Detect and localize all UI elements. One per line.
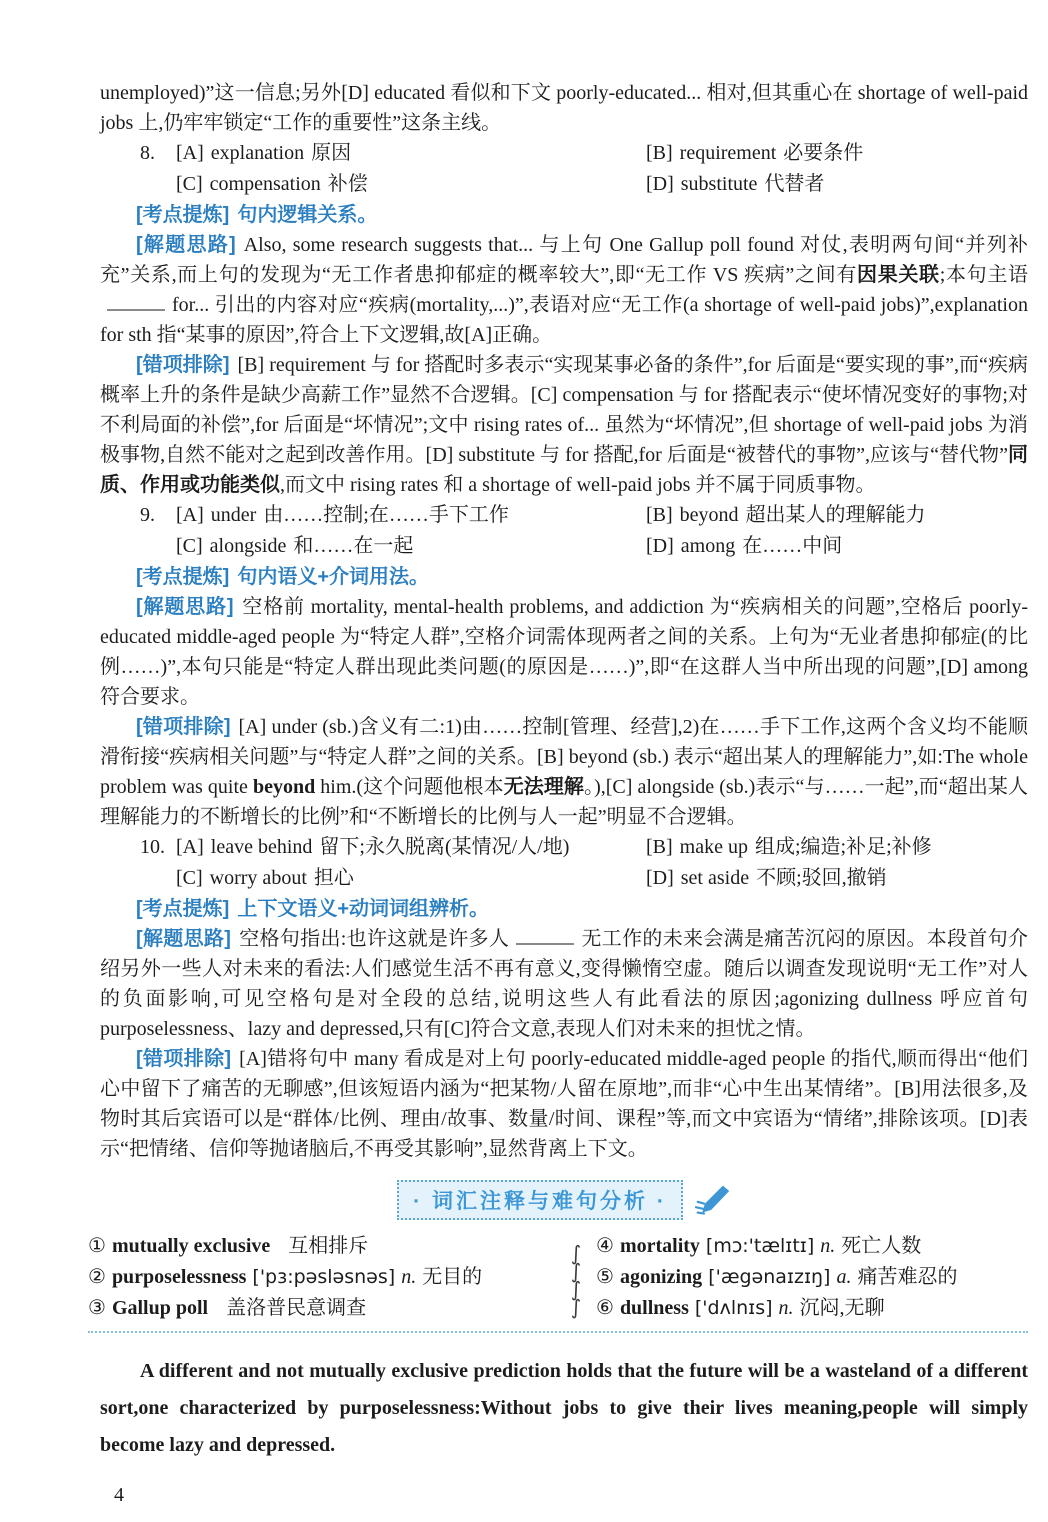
options-row xyxy=(140,531,1028,562)
question-number: 10. xyxy=(140,836,165,858)
options-row xyxy=(140,169,1028,200)
option-c xyxy=(176,531,646,562)
vocab-index: ⑤ xyxy=(596,1264,614,1288)
option-gloss: 在……中间 xyxy=(742,535,843,557)
option-term: set aside xyxy=(680,867,750,889)
option-term: explanation xyxy=(210,142,305,164)
exam-point-line xyxy=(100,562,1028,592)
option-gloss: 原因 xyxy=(311,142,352,164)
solution-paragraph xyxy=(100,592,1028,712)
exam-point-text: 句内语义+介词用法。 xyxy=(237,566,430,588)
wrong-options-paragraph xyxy=(100,1044,1028,1164)
fill-in-blank xyxy=(516,924,574,945)
option-gloss: 不顾;驳回,撤销 xyxy=(756,867,887,889)
option-key: [D] xyxy=(646,535,674,557)
question-number: 8. xyxy=(140,142,155,164)
wrong-options-paragraph xyxy=(100,712,1028,832)
option-term: requirement xyxy=(679,142,777,164)
option-d xyxy=(646,169,1028,200)
option-gloss: 留下;永久脱离(某情况/人/地) xyxy=(319,836,570,858)
solution-label: [解题思路] xyxy=(136,596,234,618)
vocab-pos: a. xyxy=(836,1266,852,1288)
option-gloss: 必要条件 xyxy=(783,142,864,164)
question-number-spacer xyxy=(140,531,176,562)
vocab-banner-row xyxy=(100,1180,1028,1220)
question-9-block xyxy=(100,500,1028,832)
solution-text: 空格前 mortality, mental-health problems, and addiction 为“疾病相关的问题”,空格后 poorly-educated middle-aged people 为“特定人群”,空格介词需体现两者之间的关系。上句为“无业者患抑郁症(的比例……)”,本句只能是“特定人群出现此类问题(的原因是……)”,即“在这群人当中所出现的问题”,[D] among 符合要求。 xyxy=(100,596,1028,708)
vocab-phonetic: ['dʌlnɪs] xyxy=(694,1297,773,1319)
vocab-index: ⑥ xyxy=(596,1295,614,1319)
question-number: 9. xyxy=(140,504,155,526)
vocab-section xyxy=(88,1230,1028,1323)
wrong-options-paragraph xyxy=(100,350,1028,500)
option-key: [A] xyxy=(176,142,204,164)
vocab-definition: 死亡人数 xyxy=(841,1235,922,1257)
option-d xyxy=(646,863,1028,894)
exam-point-label: [考点提炼] xyxy=(136,566,230,588)
option-b xyxy=(646,500,1028,531)
option-term: leave behind xyxy=(210,836,313,858)
vocab-definition: 盖洛普民意调查 xyxy=(226,1297,367,1319)
vocab-term: purposelessness xyxy=(111,1266,247,1288)
vocab-phonetic: ['pɜ:pəsləsnəs] xyxy=(252,1266,396,1288)
wrong-options-label: [错项排除] xyxy=(136,1048,232,1070)
option-key: [D] xyxy=(646,173,674,195)
question-10-options xyxy=(100,832,1028,894)
solution-paragraph xyxy=(100,230,1028,350)
option-gloss: 担心 xyxy=(313,867,354,889)
option-b xyxy=(646,138,1028,169)
options-row xyxy=(140,138,1028,169)
option-gloss: 超出某人的理解能力 xyxy=(745,504,926,526)
exam-point-text: 句内逻辑关系。 xyxy=(237,204,378,226)
option-term: under xyxy=(210,504,257,526)
solution-text: 空格句指出:也许这就是许多人 无工作的未来会满是痛苦沉闷的原因。本段首句介绍另外一些人对未来的看法:人们感觉生活不再有意义,变得懒惰空虚。随后以调查发现说明“无工作”对人的负面影响,可见空格句是对全段的总结,说明这些人有此看法的原因;agonizing dullness 呼应首句 purposelessness、lazy and depressed,只有[C]符合文意,表现人们对未来的担忧之情。 xyxy=(100,928,1028,1040)
wrong-options-text: [A] under (sb.)含义有二:1)由……控制[管理、经营],2)在……手下工作,这两个含义均不能顺滑衔接“疾病相关问题”与“特定人群”之间的关系。[B] beyond (sb.) 表示“超出某人的理解能力”,如:The whole problem was quite beyond him.(这个问题他根本无法理解。),[C] alongside (sb.)表示“与……一起”,而“超出某人理解能力的不断增长的比例”和“不断增长的比例与人一起”明显不合逻辑。 xyxy=(100,716,1029,828)
option-key: [B] xyxy=(646,836,673,858)
question-10-block xyxy=(100,832,1028,1164)
vocab-item xyxy=(88,1292,556,1323)
pen-icon xyxy=(695,1183,731,1217)
option-gloss: 补偿 xyxy=(327,173,368,195)
option-c xyxy=(176,169,646,200)
exam-point-text: 上下文语义+动词词组辨析。 xyxy=(237,898,490,920)
option-key: [C] xyxy=(176,535,203,557)
option-a xyxy=(176,500,646,531)
option-b xyxy=(646,832,1028,863)
exam-point-label: [考点提炼] xyxy=(136,204,230,226)
option-key: [A] xyxy=(176,836,204,858)
vocab-index: ④ xyxy=(596,1233,614,1257)
option-term: substitute xyxy=(680,173,758,195)
vocab-item xyxy=(88,1230,556,1261)
solution-label: [解题思路] xyxy=(136,234,236,256)
option-gloss: 代替者 xyxy=(764,173,825,195)
option-term: beyond xyxy=(679,504,739,526)
vocab-definition: 无目的 xyxy=(422,1266,483,1288)
wrong-options-text: [B] requirement 与 for 搭配时多表示“实现某事必备的条件”,for 后面是“要实现的事”,而“疾病概率上升的条件是缺少高薪工作”显然不合逻辑。[C] compensation 与 for 搭配表示“使坏情况变好的事物;对不利局面的补偿”,for 后面是“坏情况”;文中 rising rates of... 虽然为“坏情况”,但 shortage of well-paid jobs 为消极事物,自然不能对之起到改善作用。[D] substitute 与 for 搭配,for 后面是“被替代的事物”,应该与“替代物”同质、作用或功能类似,而文中 rising rates 和 a shortage of well-paid jobs 并不属于同质事物。 xyxy=(100,354,1029,496)
vocab-pos: n. xyxy=(820,1235,836,1257)
question-number-spacer xyxy=(140,863,176,894)
option-term: among xyxy=(680,535,736,557)
option-key: [A] xyxy=(176,504,204,526)
solution-label: [解题思路] xyxy=(136,928,231,950)
question-8-block xyxy=(100,138,1028,500)
option-gloss: 组成;编造;补足;补修 xyxy=(754,836,932,858)
wavy-divider: ∫∫∫∫ xyxy=(564,1240,588,1313)
option-a xyxy=(176,832,646,863)
option-term: alongside xyxy=(209,535,287,557)
vocab-item xyxy=(596,1261,1028,1292)
exam-point-line xyxy=(100,894,1028,924)
question-number-spacer xyxy=(140,169,176,200)
wrong-options-text: [A]错将句中 many 看成是对上句 poorly-educated middle-aged people 的指代,顺而得出“他们心中留下了痛苦的无聊感”,但该短语内涵为“把某物/人留在原地”,而非“心中生出某情绪”。[B]用法很多,及物时其后宾语可以是“群体/比例、理由/故事、数量/时间、课程”等,而文中宾语为“情绪”,排除该项。[D]表示“把情绪、信仰等抛诸脑后,不再受其影响”,显然背离上下文。 xyxy=(100,1048,1028,1160)
vocab-definition: 痛苦难忍的 xyxy=(857,1266,958,1288)
vocab-column-left xyxy=(88,1230,556,1323)
vocab-definition: 沉闷,无聊 xyxy=(799,1297,885,1319)
question-9-options xyxy=(100,500,1028,562)
vocab-term: Gallup poll xyxy=(111,1297,209,1319)
key-sentence: A different and not mutually exclusive prediction holds that the future will be a wasteland of a different sort,one characterized by purposelessness:Without jobs to give their lives meaning,people will simply become lazy and depressed. xyxy=(100,1360,1028,1456)
vocab-term: mutually exclusive xyxy=(111,1235,271,1257)
vocab-pos: n. xyxy=(778,1297,794,1319)
option-term: worry about xyxy=(209,867,307,889)
vocab-index: ② xyxy=(88,1264,106,1288)
option-key: [B] xyxy=(646,142,673,164)
wrong-options-label: [错项排除] xyxy=(136,716,231,738)
vocab-pos: n. xyxy=(401,1266,417,1288)
vocab-item xyxy=(596,1230,1028,1261)
fill-in-blank xyxy=(107,290,165,311)
vocab-index: ① xyxy=(88,1233,106,1257)
vocab-phonetic: [mɔ:'tælɪtɪ] xyxy=(705,1235,815,1257)
option-key: [D] xyxy=(646,867,674,889)
question-8-options xyxy=(100,138,1028,200)
intro-paragraph: unemployed)”这一信息;另外[D] educated 看似和下文 poorly-educated... 相对,但其重心在 shortage of well-paid jobs 上,仍牢牢锁定“工作的重要性”这条主线。 xyxy=(100,82,1028,134)
vocab-term: dullness xyxy=(619,1297,689,1319)
vocab-index: ③ xyxy=(88,1295,106,1319)
vocab-item xyxy=(596,1292,1028,1323)
page-number: 4 xyxy=(114,1484,124,1506)
option-gloss: 和……在一起 xyxy=(293,535,414,557)
vocab-phonetic: ['ægənaɪzɪŋ] xyxy=(708,1266,831,1288)
option-d xyxy=(646,531,1028,562)
solution-paragraph xyxy=(100,924,1028,1044)
option-key: [C] xyxy=(176,173,203,195)
option-gloss: 由……控制;在……手下工作 xyxy=(263,504,509,526)
dotted-separator xyxy=(88,1331,1028,1333)
exam-point-line xyxy=(100,200,1028,230)
option-term: compensation xyxy=(209,173,321,195)
option-c xyxy=(176,863,646,894)
option-key: [B] xyxy=(646,504,673,526)
option-key: [C] xyxy=(176,867,203,889)
option-a xyxy=(176,138,646,169)
exam-point-label: [考点提炼] xyxy=(136,898,230,920)
options-row xyxy=(140,832,1028,863)
options-row xyxy=(140,863,1028,894)
vocab-term: agonizing xyxy=(619,1266,703,1288)
vocab-banner: · 词汇注释与难句分析 · xyxy=(397,1180,683,1220)
vocab-column-right xyxy=(596,1230,1028,1323)
solution-text: Also, some research suggests that... 与上句 One Gallup poll found 对仗,表明两句间“并列补充”关系,而上句的发现为“无工作者患抑郁症的概率较大”,即“无工作 VS 疾病”之间有因果关联;本句主语for... 引出的内容对应“疾病(mortality,...)”,表语对应“无工作(a shortage of well-paid jobs)”,explanation for sth 指“某事的原因”,符合上下文逻辑,故[A]正确。 xyxy=(100,234,1029,346)
wrong-options-label: [错项排除] xyxy=(136,354,230,376)
vocab-definition: 互相排斥 xyxy=(288,1235,369,1257)
vocab-item xyxy=(88,1261,556,1292)
vocab-term: mortality xyxy=(619,1235,700,1257)
option-term: make up xyxy=(679,836,748,858)
options-row xyxy=(140,500,1028,531)
